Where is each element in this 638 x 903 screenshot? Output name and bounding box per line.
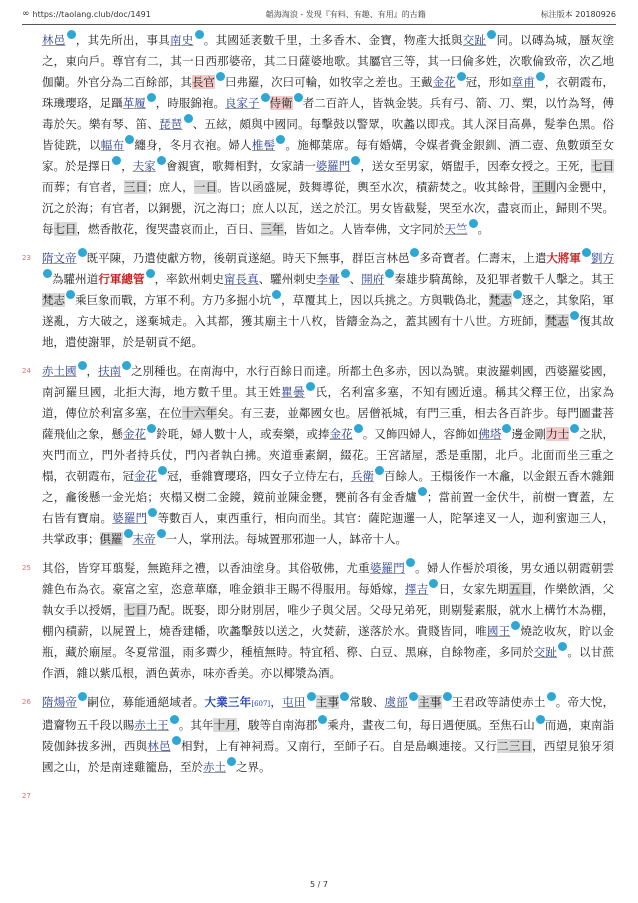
page-url[interactable]: https://taolang.club/doc/1491 bbox=[32, 9, 151, 19]
annotated-term[interactable]: 琵琶 bbox=[159, 117, 183, 131]
annotated-term[interactable]: 三日 bbox=[123, 180, 148, 194]
annotated-term[interactable]: 赤土王 bbox=[134, 718, 169, 732]
annotation-marker-icon[interactable] bbox=[172, 736, 181, 745]
annotated-term[interactable]: 婆羅門 bbox=[112, 511, 148, 525]
text-run: 燒訖收灰，貯以金瓶，藏於廟屋。冬夏常溫，雨多霽少，種植無時。特宜稻、穄、白豆、黑麻，自餘物產，多同於 bbox=[42, 624, 614, 659]
annotated-term[interactable]: 末帝 bbox=[132, 532, 156, 546]
annotation-marker-icon[interactable] bbox=[157, 529, 166, 538]
annotation-marker-icon[interactable] bbox=[511, 621, 520, 630]
text-run: ；當前置一金伏牛，前樹一寶蓋，左右皆有寶扇。 bbox=[42, 490, 614, 525]
annotation-marker-icon[interactable] bbox=[570, 424, 579, 433]
text-run: ，駿等自南海郡 bbox=[236, 718, 318, 732]
annotated-term[interactable]: 俱羅 bbox=[99, 532, 123, 546]
text-run: 內金甖中，沉之於海；有官者，以銅甖，沉之海口；庶人以瓦，送之於江。男女皆截髮，哭至水次，盡哀而止，歸則不哭。每 bbox=[42, 180, 614, 236]
text-run: 王君政等請使赤土 bbox=[451, 695, 546, 709]
text-run: 氏，名利富多塞，不知有國近遠。稱其父釋王位，出家為道，傳位於利富多塞，在位 bbox=[42, 385, 614, 420]
text-run: 而葬；有官者， bbox=[42, 180, 124, 194]
annotation-marker-icon[interactable] bbox=[170, 715, 179, 724]
annotation-marker-icon[interactable] bbox=[78, 361, 87, 370]
date-term: 大業三年 bbox=[204, 695, 252, 709]
text-run: ，衣朝霞布，珠璣瓔珞，足躡 bbox=[42, 75, 614, 110]
url-block[interactable] bbox=[22, 9, 151, 19]
text-run: ， bbox=[86, 364, 98, 378]
annotated-term[interactable]: 佛塔 bbox=[478, 427, 502, 441]
annotation-marker-icon[interactable] bbox=[157, 156, 166, 165]
text-run: 冠，垂雜寶瓔珞，四女子立侍左右， bbox=[167, 469, 351, 483]
text-run: 日，女家先期 bbox=[438, 582, 509, 596]
text-run: 常駿、 bbox=[349, 695, 385, 709]
text-run: 。施椰葉席。每有婚媾，令媒者賫金銀釧、酒二壺、魚數頭至女家。於是擇日 bbox=[42, 138, 614, 173]
annotated-term[interactable]: 劉方 bbox=[590, 251, 614, 265]
paragraph-number: 24 bbox=[22, 367, 31, 375]
text-run: 多奇寶者。仁壽末，上遣 bbox=[419, 251, 547, 265]
text-run: 復其故地，遣使謝罪，於是朝貢不絕。 bbox=[42, 314, 614, 349]
text-run: 乃配。既娶，即分財別居，唯少子與父居。父母兄弟死，則剔髮素服，就水上構竹木為棚，棚內積薪，以屍置上，燒香建幡，吹蠡擊鼓以送之，火焚薪，遂落於水。貴賤皆同，唯 bbox=[42, 603, 614, 638]
text-run: 、五絃，頗與中國同。每擊鼓以警眾，吹蠡以即戎。其人深目高鼻，髮拳色黑。俗皆徒跣，以 bbox=[42, 117, 614, 152]
text-run: 乘舟，晝夜二旬，每日遇便風。至焦石山 bbox=[327, 718, 535, 732]
annotated-term[interactable]: 十月 bbox=[213, 718, 237, 732]
annotated-term[interactable]: 梵志 bbox=[545, 314, 569, 328]
link-icon: ∞ bbox=[22, 9, 30, 19]
annotated-term[interactable]: 南史 bbox=[169, 33, 194, 47]
text-run: 嗣位，募能通絕域者。 bbox=[87, 695, 205, 709]
annotation-marker-icon[interactable] bbox=[582, 248, 591, 257]
annotation-marker-icon[interactable] bbox=[558, 642, 567, 651]
annotation-marker-icon[interactable] bbox=[276, 135, 285, 144]
annotation-marker-icon[interactable] bbox=[261, 93, 270, 102]
paragraph-number: 23 bbox=[22, 254, 31, 262]
text-run: ，草覆其上，因以兵挑之。方與戰偽北， bbox=[281, 293, 489, 307]
annotation-marker-icon[interactable] bbox=[513, 290, 522, 299]
annotation-marker-icon[interactable] bbox=[184, 114, 193, 123]
text-run: 。又飾四婦人，容飾如 bbox=[362, 427, 479, 441]
annotated-term[interactable]: 婆羅門 bbox=[315, 159, 351, 173]
text-run: ，率欽州刺史 bbox=[154, 272, 224, 286]
annotation-marker-icon[interactable] bbox=[216, 72, 225, 81]
annotated-term[interactable]: 隋文帝 bbox=[42, 251, 77, 265]
annotation-marker-icon[interactable] bbox=[340, 692, 349, 701]
text-run: [607] bbox=[251, 700, 271, 708]
text-run: 矣。有三妻，並鄰國女也。居僧祇城，有門三重，相去各百許步。每門圖畫菩薩飛仙之象，懸 bbox=[42, 406, 614, 441]
text-run: 。其年 bbox=[178, 718, 214, 732]
text-run: 鈴毦，婦人數十人，或奏樂，或捧 bbox=[156, 427, 330, 441]
text-run: 之狀，夾門而立，門外者持兵仗，門內者執白拂。夾道垂素網，綴花。王宮諸屋，悉是重閣，北戶。北面而坐三重之榻，衣朝霞布，冠 bbox=[42, 427, 614, 483]
annotation-marker-icon[interactable] bbox=[294, 93, 303, 102]
text-run: ， bbox=[121, 159, 133, 173]
annotated-term[interactable]: 七日 bbox=[123, 603, 148, 617]
text-run: 而過，東南詣陵伽鉢拔多洲，西與 bbox=[42, 718, 614, 753]
annotated-term[interactable]: 開府 bbox=[361, 272, 385, 286]
annotation-marker-icon[interactable] bbox=[112, 156, 121, 165]
annotation-marker-icon[interactable] bbox=[124, 529, 133, 538]
text-run: 乘巨象而戰，方軍不利。方乃多掘小坑 bbox=[75, 293, 272, 307]
annotation-marker-icon[interactable] bbox=[78, 248, 87, 257]
text-run: ，皆如之。人皆奉佛，文字同於 bbox=[283, 222, 445, 236]
annotation-marker-icon[interactable] bbox=[147, 93, 156, 102]
annotated-term[interactable]: 侍衛 bbox=[269, 96, 293, 110]
annotation-marker-icon[interactable] bbox=[351, 156, 360, 165]
text-run: 等數百人，東西重行，相向而坐。其官：薩陀迦邏一人，陀拏達叉一人，迦利蜜迦三人，共掌政事； bbox=[42, 511, 614, 546]
text-run: 邊金剛 bbox=[511, 427, 547, 441]
annotation-marker-icon[interactable] bbox=[227, 757, 236, 766]
annotation-marker-icon[interactable] bbox=[146, 269, 155, 278]
page-number: 5 / 7 bbox=[310, 880, 328, 889]
annotated-term[interactable]: 梵志 bbox=[488, 293, 512, 307]
annotated-term[interactable]: 五日 bbox=[508, 582, 533, 596]
document-body bbox=[22, 30, 614, 863]
annotation-marker-icon[interactable] bbox=[409, 692, 418, 701]
annotation-marker-icon[interactable] bbox=[418, 487, 427, 496]
text-run: 冠，形如 bbox=[465, 75, 512, 89]
annotated-term[interactable]: 王則 bbox=[532, 180, 556, 194]
annotated-term[interactable]: 革履 bbox=[122, 96, 146, 110]
annotated-term[interactable]: 主事 bbox=[417, 695, 442, 709]
page-header bbox=[22, 6, 616, 22]
annotated-term[interactable]: 國王 bbox=[486, 624, 511, 638]
text-run: ；庶人， bbox=[147, 180, 194, 194]
text-run: 相對，上有神祠焉。又南行，至師子石。自是島嶼連接。又行 bbox=[180, 739, 498, 753]
paragraph bbox=[22, 248, 614, 353]
text-run: 為驩州道 bbox=[52, 272, 99, 286]
paragraph-number: 27 bbox=[22, 792, 31, 800]
annotation-marker-icon[interactable] bbox=[443, 692, 452, 701]
annotated-term[interactable]: 隋煬帝 bbox=[42, 695, 78, 709]
annotated-term[interactable]: 長官 bbox=[191, 75, 215, 89]
text-run: 、驩州刺史 bbox=[258, 272, 317, 286]
annotated-term[interactable]: 金花 bbox=[122, 427, 147, 441]
annotated-term[interactable]: 良家子 bbox=[225, 96, 260, 110]
annotation-marker-icon[interactable] bbox=[307, 692, 316, 701]
text-run: 。皆以函盛屍，鼓舞導從，輿至水次，積薪焚之。收其餘骨， bbox=[217, 180, 533, 194]
text-run: 百餘人。王榻後作一木龕，以金銀五香木雜鈿之，龕後懸一金光焰；夾榻又樹二金鏡，鏡前並陳金甕，甕前各有金香爐 bbox=[42, 469, 614, 504]
annotated-term[interactable]: 李暈 bbox=[316, 272, 340, 286]
annotated-term[interactable]: 天竺 bbox=[444, 222, 468, 236]
annotated-term[interactable]: 金花 bbox=[134, 469, 157, 483]
text-run: 。婦人作髻於項後，男女通以朝霞朝雲雜色布為衣。豪富之室，恣意華靡，唯金鎖非王賜不得服用。每婚嫁， bbox=[42, 561, 614, 596]
annotated-term[interactable]: 林邑 bbox=[147, 739, 171, 753]
annotation-marker-icon[interactable] bbox=[354, 424, 363, 433]
annotated-term[interactable]: 章甫 bbox=[511, 75, 535, 89]
text-run: 其俗，皆穿耳翦髮，無跪拜之禮，以香油塗身。其俗敬佛，尤重 bbox=[42, 561, 370, 575]
annotated-term[interactable]: 擇吉 bbox=[404, 582, 429, 596]
annotated-term[interactable]: 七日 bbox=[53, 222, 77, 236]
annotated-term[interactable]: 梵志 bbox=[42, 293, 66, 307]
annotated-term[interactable]: 大將軍 bbox=[546, 251, 581, 265]
text-run: 既平陳，乃遣使獻方物，後朝貢遂絕。時天下無事，群臣言林邑 bbox=[86, 251, 410, 265]
annotated-term[interactable]: 夫家 bbox=[132, 159, 156, 173]
annotation-marker-icon[interactable] bbox=[67, 30, 76, 39]
annotated-term[interactable]: 椎髻 bbox=[251, 138, 276, 152]
text-run: 者二百許人，皆執金裝。兵有弓、箭、刀、槊，以竹為弩，傅毒於矢。樂有琴、笛、 bbox=[42, 96, 614, 131]
text-run: ，其先所出，事具 bbox=[75, 33, 170, 47]
annotation-marker-icon[interactable] bbox=[547, 692, 556, 701]
text-run: 。以甘蔗作酒，雜以紫瓜根，酒色黃赤，味亦香美。亦以椰漿為酒。 bbox=[42, 645, 614, 680]
annotated-term[interactable]: 扶南 bbox=[98, 364, 121, 378]
annotation-marker-icon[interactable] bbox=[487, 30, 496, 39]
text-run: 逐之，其象陷，軍遂亂，方大破之，遂棄城走。入其都，獲其廟主十八枚，皆鑄金為之，蓋其國有十八世。方班師， bbox=[42, 293, 614, 328]
annotated-term[interactable]: 交趾 bbox=[533, 645, 558, 659]
paragraph bbox=[22, 361, 614, 550]
paragraph bbox=[22, 30, 614, 240]
site-title: 韜海淘浪 - 发现『有料、有趣、有用』的古籍 bbox=[265, 9, 426, 19]
annotation-marker-icon[interactable] bbox=[66, 290, 75, 299]
annotated-term[interactable]: 交趾 bbox=[462, 33, 487, 47]
text-run: 會親賓，歌舞相對，女家請一 bbox=[165, 159, 316, 173]
text-run: ，時服錦袍。 bbox=[155, 96, 225, 110]
annotation-marker-icon[interactable] bbox=[147, 424, 156, 433]
annotated-term[interactable]: 力士 bbox=[546, 427, 570, 441]
annotation-marker-icon[interactable] bbox=[570, 311, 579, 320]
annotated-term[interactable]: 幅布 bbox=[100, 138, 125, 152]
annotation-marker-icon[interactable] bbox=[341, 269, 350, 278]
annotated-term[interactable]: 三年 bbox=[260, 222, 284, 236]
annotated-term[interactable]: 行軍總管 bbox=[98, 272, 145, 286]
annotated-term[interactable]: 赤土 bbox=[203, 760, 226, 774]
text-run: 之界。 bbox=[236, 760, 271, 774]
text-run: 纏身，冬月衣袍。婦人 bbox=[134, 138, 252, 152]
annotated-term[interactable]: 一日 bbox=[193, 180, 218, 194]
annotation-marker-icon[interactable] bbox=[406, 558, 415, 567]
annotation-marker-icon[interactable] bbox=[43, 269, 52, 278]
annotated-term[interactable]: 瞿曇 bbox=[281, 385, 306, 399]
text-run: 。帝大悅，遣齎物五千段以賜 bbox=[42, 695, 614, 732]
paragraph-number: 26 bbox=[22, 698, 31, 706]
text-run: 曰弗羅，次曰可輪，如牧宰之差也。王戴 bbox=[224, 75, 433, 89]
annotation-marker-icon[interactable] bbox=[122, 361, 131, 370]
text-run: 。其國延袤數千里，土多香木、金寶，物產大抵與 bbox=[203, 33, 463, 47]
annotation-marker-icon[interactable] bbox=[306, 382, 315, 391]
text-run: ，送女至男家，婿盥手，因牽女授之。王死， bbox=[360, 159, 591, 173]
text-run: 之別種也。在南海中，水行百餘日而達。所都土色多赤，因以為號。東波羅剌國，西婆羅娑國，南訶羅旦國，北拒大海，地方數千里。其王姓 bbox=[42, 364, 614, 399]
annotation-marker-icon[interactable] bbox=[536, 72, 545, 81]
text-run: 、 bbox=[349, 272, 362, 286]
version-label: 标注版本 20180926 bbox=[540, 9, 616, 19]
annotated-term[interactable]: 屯田 bbox=[282, 695, 306, 709]
annotated-term[interactable]: 十六年 bbox=[182, 406, 218, 420]
annotated-term[interactable]: 金花 bbox=[432, 75, 456, 89]
header-divider bbox=[22, 24, 616, 25]
text-run: 秦雄步騎萬餘，及犯罪者數千人擊之。其王 bbox=[394, 272, 614, 286]
annotated-term[interactable]: 林邑 bbox=[42, 33, 66, 47]
paragraph-number: 25 bbox=[22, 564, 31, 572]
paragraph bbox=[22, 692, 614, 778]
text-run: 。 bbox=[477, 222, 489, 236]
annotation-marker-icon[interactable] bbox=[125, 135, 134, 144]
annotation-marker-icon[interactable] bbox=[318, 715, 327, 724]
text-run: 同。以磚為城，蜃灰塗之，東向戶。尊官有二，其一日西那婆帝，其二日薩婆地歌。其屬官三等，其一曰倫多姓，次歌倫致帝，次乙地伽蘭。外官分為二百餘部，其 bbox=[42, 33, 614, 89]
annotated-term[interactable]: 婆羅門 bbox=[369, 561, 405, 575]
annotated-term[interactable]: 甯長真 bbox=[224, 272, 259, 286]
annotation-marker-icon[interactable] bbox=[272, 290, 281, 299]
annotation-marker-icon[interactable] bbox=[158, 466, 167, 475]
annotated-term[interactable]: 赤土國 bbox=[42, 364, 77, 378]
annotation-marker-icon[interactable] bbox=[536, 715, 545, 724]
annotated-term[interactable]: 金花 bbox=[329, 427, 353, 441]
annotated-term[interactable]: 七日 bbox=[590, 159, 614, 173]
annotated-term[interactable]: 兵衛 bbox=[351, 469, 374, 483]
annotated-term[interactable]: 二三日 bbox=[497, 739, 533, 753]
annotation-marker-icon[interactable] bbox=[457, 72, 466, 81]
annotated-term[interactable]: 主事 bbox=[315, 695, 340, 709]
annotation-marker-icon[interactable] bbox=[469, 219, 478, 228]
annotation-marker-icon[interactable] bbox=[195, 30, 204, 39]
text-run: 一人，掌刑法。每城置那邪迦一人，缽帝十人。 bbox=[165, 532, 407, 546]
annotated-term[interactable]: 虞部 bbox=[384, 695, 408, 709]
text-run: ，作樂飲酒，父執女手以授婿， bbox=[42, 582, 614, 617]
annotation-marker-icon[interactable] bbox=[78, 692, 87, 701]
paragraph bbox=[22, 558, 614, 684]
text-run: ， bbox=[270, 695, 283, 709]
text-run: ，燃香散花，復哭盡哀而止，百日、 bbox=[76, 222, 261, 236]
text-run: ，西望見狼牙須國之山，於是南達雞籠島，至於 bbox=[42, 739, 614, 774]
annotation-marker-icon[interactable] bbox=[375, 466, 384, 475]
